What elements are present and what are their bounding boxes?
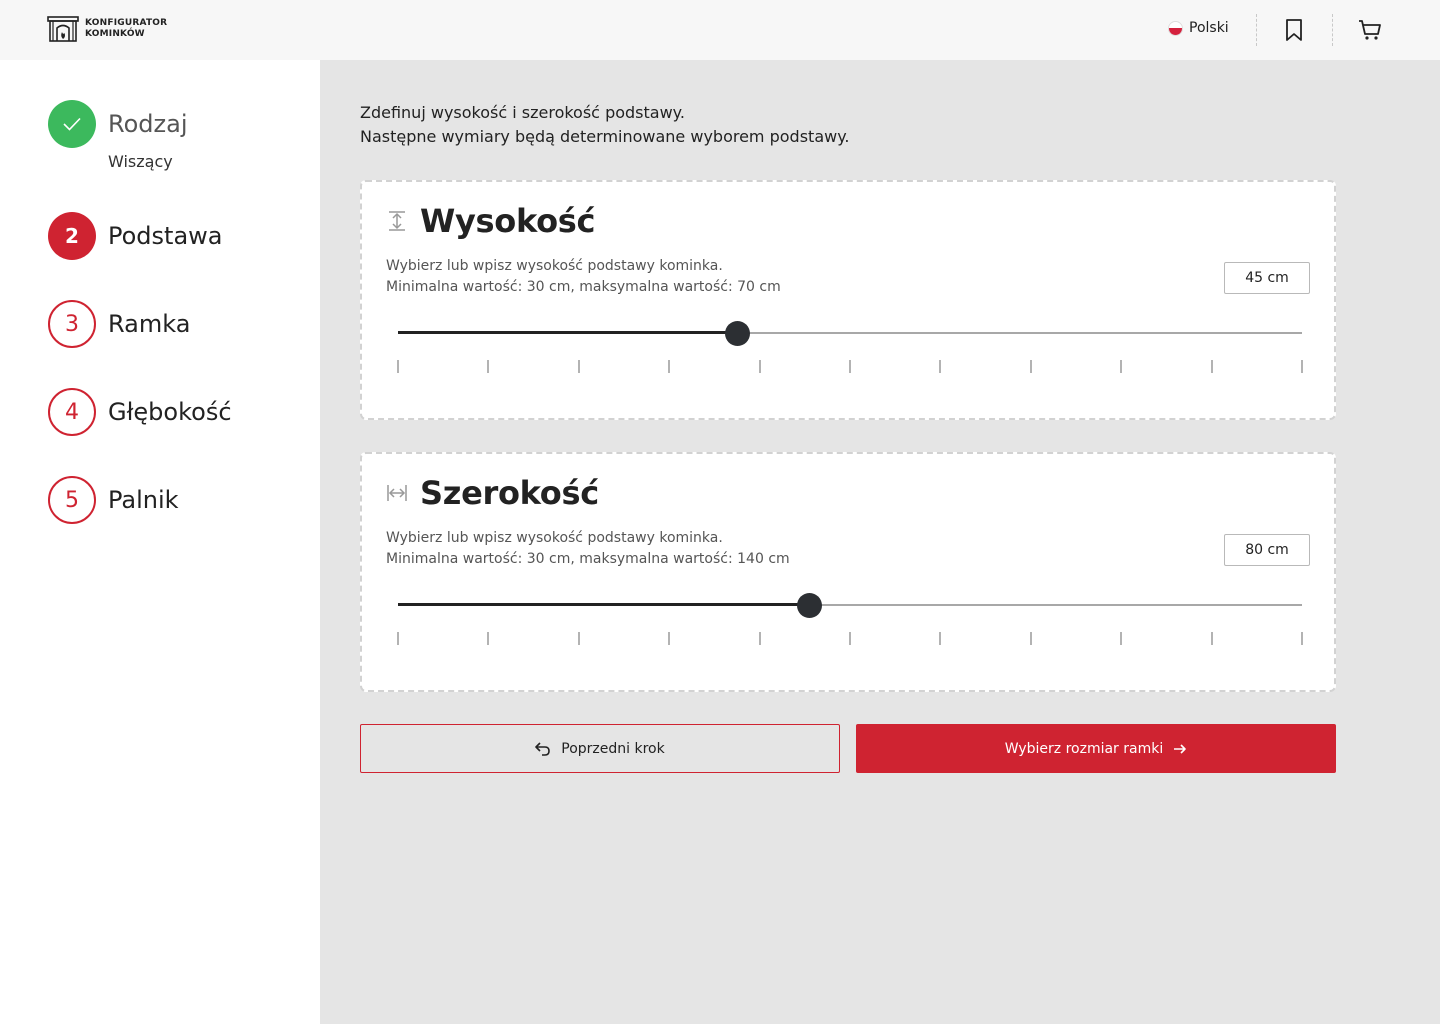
- slider-fill: [398, 331, 737, 334]
- height-value-input[interactable]: 45 cm: [1224, 262, 1310, 294]
- vertical-resize-icon: [386, 210, 408, 232]
- height-ticks: [398, 360, 1302, 374]
- slider-tick: [668, 360, 670, 373]
- slider-tick: [1120, 632, 1122, 645]
- slider-fill: [398, 603, 809, 606]
- step-palnik[interactable]: [48, 476, 179, 524]
- slider-tick: [668, 632, 670, 645]
- logo-text: [85, 18, 167, 40]
- logo-line2: KOMINKÓW: [85, 29, 145, 39]
- height-desc-line1: Wybierz lub wpisz wysokość podstawy kominka.: [386, 258, 723, 274]
- arrow-right-icon: [1173, 743, 1187, 755]
- height-description: [386, 256, 781, 298]
- step-number: 4: [48, 388, 96, 436]
- slider-tick: [1211, 360, 1213, 373]
- step-number: 3: [48, 300, 96, 348]
- cart-icon[interactable]: [1357, 17, 1383, 43]
- slider-tick: [487, 632, 489, 645]
- slider-tick: [487, 360, 489, 373]
- horizontal-resize-icon: [386, 482, 408, 504]
- next-step-label: Wybierz rozmiar ramki: [1004, 740, 1164, 757]
- slider-tick: [397, 632, 399, 645]
- slider-tick: [1030, 632, 1032, 645]
- previous-step-button[interactable]: [360, 724, 840, 773]
- height-title-row: [386, 202, 595, 240]
- slider-tick: [759, 360, 761, 373]
- steps-sidebar: [0, 60, 320, 1024]
- step-label: Ramka: [108, 310, 191, 338]
- step-number: 2: [48, 212, 96, 260]
- slider-tick: [578, 360, 580, 373]
- logo-line1: KONFIGURATOR: [85, 18, 168, 28]
- slider-tick: [1301, 360, 1303, 373]
- language-selector[interactable]: [1168, 20, 1229, 36]
- step-rodzaj[interactable]: [48, 100, 188, 148]
- step-number: 5: [48, 476, 96, 524]
- step-label: Głębokość: [108, 398, 232, 426]
- slider-tick: [1120, 360, 1122, 373]
- slider-tick: [578, 632, 580, 645]
- next-step-button[interactable]: [856, 724, 1336, 773]
- previous-step-label: Poprzedni krok: [561, 740, 665, 757]
- slider-tick: [939, 632, 941, 645]
- width-card: [360, 452, 1336, 692]
- width-desc-line1: Wybierz lub wpisz wysokość podstawy kominka.: [386, 530, 723, 546]
- slider-tick: [1030, 360, 1032, 373]
- step-selection: Wiszący: [108, 152, 173, 171]
- width-value-input[interactable]: 80 cm: [1224, 534, 1310, 566]
- width-description: [386, 528, 790, 570]
- slider-tick: [1211, 632, 1213, 645]
- undo-arrow-icon: [535, 742, 551, 756]
- bookmark-icon[interactable]: [1281, 17, 1307, 43]
- slider-tick: [849, 632, 851, 645]
- height-desc-line2: Minimalna wartość: 30 cm, maksymalna wartość: 70 cm: [386, 279, 781, 295]
- slider-tick: [939, 360, 941, 373]
- height-title: Wysokość: [420, 202, 596, 240]
- slider-tick: [759, 632, 761, 645]
- slider-tick: [1301, 632, 1303, 645]
- width-title-row: [386, 474, 599, 512]
- intro-text: [360, 101, 849, 149]
- check-icon: [48, 100, 96, 148]
- header-divider: [1332, 14, 1333, 46]
- step-ramka[interactable]: [48, 300, 190, 348]
- step-label: Rodzaj: [108, 110, 188, 138]
- step-label: Podstawa: [108, 222, 223, 250]
- width-slider[interactable]: [398, 590, 1302, 620]
- language-label: Polski: [1189, 20, 1229, 36]
- polish-flag-icon: [1168, 21, 1183, 36]
- step-label: Palnik: [108, 486, 179, 514]
- slider-thumb[interactable]: [797, 593, 822, 618]
- width-desc-line2: Minimalna wartość: 30 cm, maksymalna wartość: 140 cm: [386, 551, 790, 567]
- slider-thumb[interactable]: [725, 321, 750, 346]
- top-bar: [0, 0, 1440, 60]
- step-podstawa[interactable]: [48, 212, 223, 260]
- slider-tick: [397, 360, 399, 373]
- header-divider: [1256, 14, 1257, 46]
- height-card: [360, 180, 1336, 420]
- slider-tick: [849, 360, 851, 373]
- fireplace-logo-icon: [47, 15, 79, 43]
- height-slider[interactable]: [398, 318, 1302, 348]
- intro-line1: Zdefinuj wysokość i szerokość podstawy.: [360, 103, 685, 122]
- width-title: Szerokość: [420, 474, 599, 512]
- step-glebokosc[interactable]: [48, 388, 232, 436]
- width-ticks: [398, 632, 1302, 646]
- intro-line2: Następne wymiary będą determinowane wyborem podstawy.: [360, 127, 850, 146]
- logo[interactable]: [47, 15, 167, 43]
